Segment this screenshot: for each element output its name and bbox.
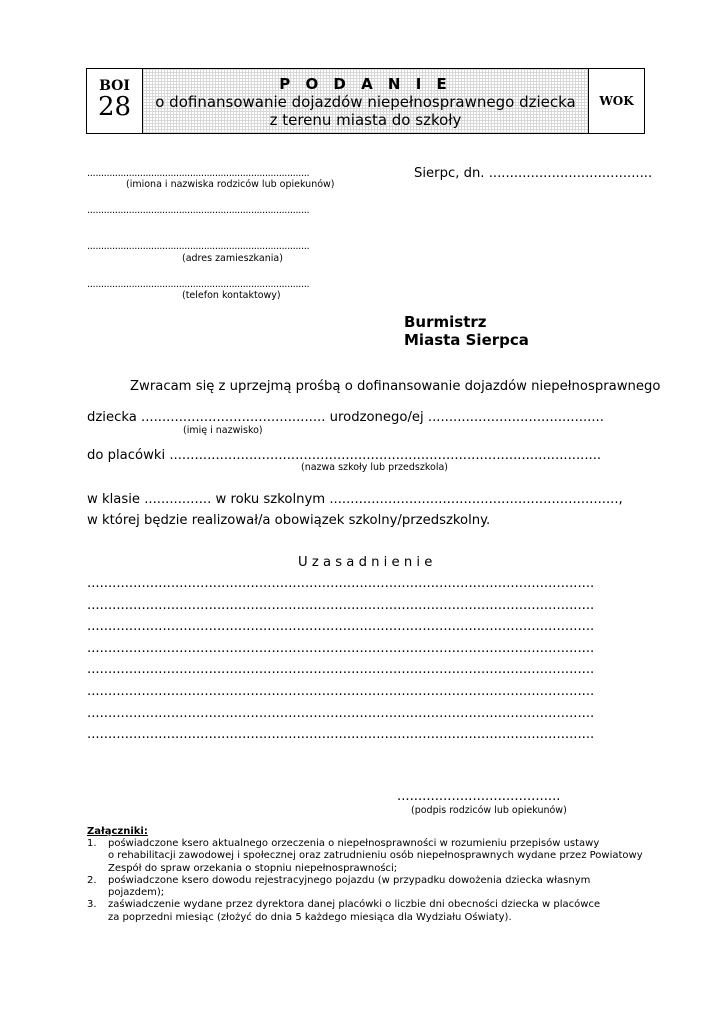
child-name-caption: (imię i nazwisko) bbox=[183, 425, 263, 436]
form-code-number: 28 bbox=[97, 92, 132, 122]
attachment-text: poświadczone ksero aktualnego orzeczenia o niepełnosprawności w rozumieniu przepisów ustawy bbox=[108, 838, 600, 849]
school-caption: (nazwa szkoły lub przedszkola) bbox=[301, 462, 448, 473]
applicant-names-field-2[interactable]: ................................................................................ bbox=[87, 205, 310, 216]
address-caption: (adres zamieszkania) bbox=[182, 253, 283, 264]
justification-line[interactable]: ......................................................................................................................... bbox=[87, 619, 595, 635]
phone-caption: (telefon kontaktowy) bbox=[182, 290, 281, 301]
justification-line[interactable]: ......................................................................................................................... bbox=[87, 576, 595, 591]
attachment-text: o rehabilitacji zawodowej i społecznej oraz zatrudnieniu osób niepełnosprawnych wydane przez Powiatowy bbox=[108, 850, 643, 862]
justification-line[interactable]: ......................................................................................................................... bbox=[87, 662, 595, 678]
attachment-text: zaświadczenie wydane przez dyrektora danej placówki o liczbie dni obecności dziecka w placówce bbox=[108, 899, 601, 911]
signature-field[interactable]: ....................................... bbox=[397, 789, 561, 804]
justification-heading: U z a s a d n i e n i e bbox=[298, 555, 433, 570]
justification-line[interactable]: ......................................................................................................................... bbox=[87, 597, 595, 613]
attachment-text: pojazdem); bbox=[108, 887, 165, 899]
attachment-text: za poprzedni miesiąc (złożyć do dnia 5 każdego miesiąca dla Wydziału Oświaty). bbox=[108, 911, 512, 923]
address-field[interactable]: ................................................................................ bbox=[87, 241, 310, 252]
attachment-number: 2. bbox=[87, 874, 97, 886]
form-subtitle-1: o dofinansowanie dojazdów niepełnosprawnego dziecka bbox=[155, 93, 576, 111]
justification-line[interactable]: ......................................................................................................................... bbox=[87, 640, 595, 656]
department-code: WOK bbox=[599, 94, 634, 108]
attachment-number: 1. bbox=[87, 838, 97, 849]
justification-line[interactable]: ......................................................................................................................... bbox=[87, 684, 595, 699]
attachment-number: 3. bbox=[87, 899, 97, 911]
attachment-text: Zespół do spraw orzekania o stopniu niepełnosprawności; bbox=[108, 862, 398, 874]
class-year-field[interactable]: w klasie ................ w roku szkolnym ....................................................................., bbox=[87, 492, 623, 507]
place-date-field[interactable]: Sierpc, dn. ....................................... bbox=[414, 166, 653, 181]
child-name-field[interactable]: dziecka ............................................ urodzonego/ej .......................................... bbox=[87, 410, 604, 425]
form-code-box bbox=[87, 69, 143, 133]
attachment-text: poświadczone ksero dowodu rejestracyjnego pojazdu (w przypadku dowożenia dziecka własnym bbox=[108, 874, 591, 886]
signature-caption: (podpis rodziców lub opiekunów) bbox=[411, 805, 567, 816]
form-title: P O D A N I E bbox=[279, 75, 452, 93]
applicant-names-caption: (imiona i nazwiska rodziców lub opiekunów) bbox=[126, 179, 335, 190]
form-code-letters: BOI bbox=[99, 78, 130, 94]
obligation-text: w której będzie realizował/a obowiązek szkolny/przedszkolny. bbox=[87, 513, 491, 528]
justification-line[interactable]: ......................................................................................................................... bbox=[87, 705, 595, 721]
applicant-names-field[interactable]: ................................................................................ bbox=[87, 168, 310, 179]
phone-field[interactable]: ................................................................................ bbox=[87, 279, 310, 290]
recipient-line-2: Miasta Sierpca bbox=[404, 331, 529, 349]
request-intro: Zwracam się z uprzejmą prośbą o dofinansowanie dojazdów niepełnosprawnego bbox=[130, 379, 661, 394]
form-subtitle-2: z terenu miasta do szkoły bbox=[269, 111, 462, 129]
attachments-heading: Załączniki: bbox=[87, 826, 148, 837]
recipient-line-1: Burmistrz bbox=[404, 313, 487, 331]
school-field[interactable]: do placówki ....................................................................................................... bbox=[87, 448, 602, 463]
form-title-box bbox=[143, 69, 589, 133]
justification-line[interactable]: ......................................................................................................................... bbox=[87, 727, 595, 743]
form-header bbox=[86, 68, 645, 134]
